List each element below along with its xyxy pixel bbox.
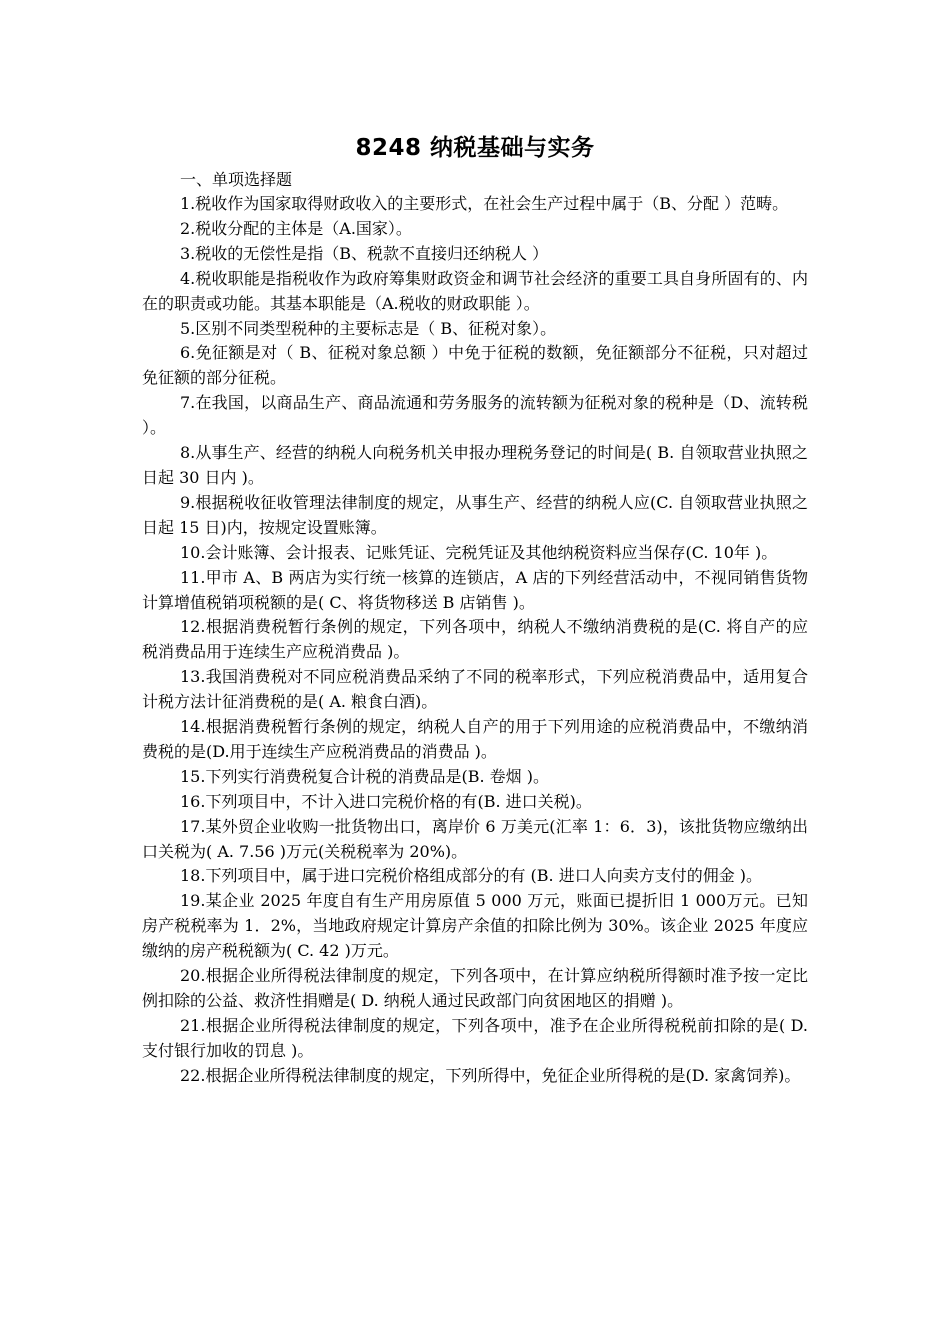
question-8: 8.从事生产、经营的纳税人向税务机关申报办理税务登记的时间是( B. 自领取营业执照之日起 30 日内 )。 [142, 443, 808, 487]
question-18: 18.下列项目中，属于进口完税价格组成部分的有 (B. 进口人向卖方支付的佣金 )。 [180, 866, 763, 886]
document-page [142, 128, 808, 1089]
question-2: 2.税收分配的主体是（A.国家）。 [180, 218, 412, 238]
question-12: 12.根据消费税暂行条例的规定，下列各项中，纳税人不缴纳消费税的是(C. 将自产的应税消费品用于连续生产应税消费品 )。 [142, 617, 808, 662]
question-16: 16.下列项目中，不计入进口完税价格的有(B. 进口关税)。 [180, 791, 592, 811]
question-20: 20.根据企业所得税法律制度的规定，下列各项中，在计算应纳税所得额时准予按一定比例扣除的公益、救济性捐赠是( D. 纳税人通过民政部门向贫困地区的捐赠 )。 [142, 966, 808, 1010]
question-22: 22.根据企业所得税法律制度的规定，下列所得中，免征企业所得税的是(D. 家禽饲养)。 [180, 1065, 801, 1085]
question-19: 19.某企业 2025 年度自有生产用房原值 5 000 万元，账面已提折旧 1 000万元。已知房产税税率为 1．2%，当地政府规定计算房产余值的扣除比例为 30%。该企业 2025 年度应缴纳的房产税税额为( C. 42 )万元。 [142, 891, 808, 961]
question-11: 11.甲市 A、B 两店为实行统一核算的连锁店，A 店的下列经营活动中，不视同销售货物计算增值税销项税额的是( C、将货物移送 B 店销售 )。 [142, 567, 808, 612]
question-10: 10.会计账簿、会计报表、记账凭证、完税凭证及其他纳税资料应当保存(C. 10年 )。 [180, 542, 778, 562]
question-14: 14.根据消费税暂行条例的规定，纳税人自产的用于下列用途的应税消费品中，不缴纳消费税的是(D.用于连续生产应税消费品的消费品 )。 [142, 717, 808, 761]
section-heading: 一、单项选择题 [180, 170, 293, 189]
question-5: 5.区别不同类型税种的主要标志是（ B、征税对象）。 [180, 318, 557, 338]
question-21: 21.根据企业所得税法律制度的规定，下列各项中，准予在企业所得税税前扣除的是( D. 支付银行加收的罚息 )。 [142, 1015, 808, 1060]
document-title: 8248 纳税基础与实务 [355, 135, 595, 161]
question-3: 3.税收的无偿性是指（B、税款不直接归还纳税人 ） [180, 243, 549, 263]
question-9: 9.根据税收征收管理法律制度的规定，从事生产、经营的纳税人应(C. 自领取营业执照之日起 15 日)内，按规定设置账簿。 [142, 492, 808, 537]
question-4: 4.税收职能是指税收作为政府筹集财政资金和调节社会经济的重要工具自身所固有的、内在的职责或功能。其基本职能是（A.税收的财政职能 ）。 [142, 268, 808, 313]
question-1: 1.税收作为国家取得财政收入的主要形式，在社会生产过程中属于（B、分配 ）范畴。 [180, 194, 789, 213]
question-6: 6.免征额是对（ B、征税对象总额 ）中免于征税的数额，免征额部分不征税，只对超过免征额的部分征税。 [142, 343, 808, 388]
question-17: 17.某外贸企业收购一批货物出口，离岸价 6 万美元(汇率 1：6．3)，该批货物应缴纳出口关税为( A. 7.56 )万元(关税税率为 20%)。 [142, 816, 808, 861]
question-15: 15.下列实行消费税复合计税的消费品是(B. 卷烟 )。 [180, 766, 549, 786]
question-7: 7.在我国，以商品生产、商品流通和劳务服务的流转额为征税对象的税种是（D、流转税 ）。 [142, 393, 808, 438]
question-13: 13.我国消费税对不同应税消费品采纳了不同的税率形式，下列应税消费品中，适用复合计税方法计征消费税的是( A. 粮食白酒)。 [142, 667, 808, 712]
